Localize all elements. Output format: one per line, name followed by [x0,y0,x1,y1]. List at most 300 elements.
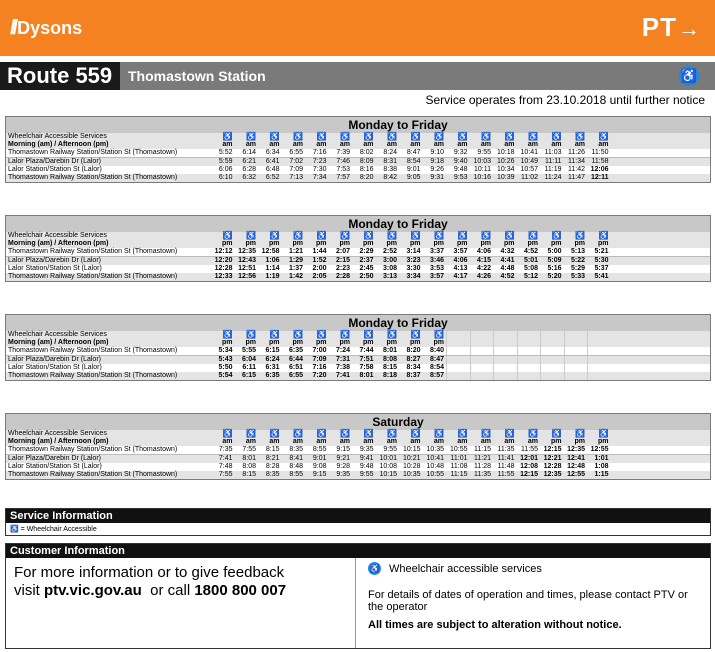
wheelchair-icon: ♿ [504,429,515,438]
time-cell: 5:20 [547,273,562,280]
ampm-cell: pm [410,240,421,247]
time-cell: 7:30 [312,166,327,173]
empty-cell [493,364,517,372]
ampm-cell: am [480,438,491,445]
ampm-cell: am [245,438,256,445]
time-cell: 4:52 [500,273,515,280]
time-cell: 6:15 [241,372,256,379]
time-cell: 3:34 [406,273,421,280]
empty-cell [493,356,517,364]
operation-details: For details of dates of operation and times, please contact PTV or the operator [368,589,688,613]
time-cell: 3:00 [382,257,397,264]
time-cell: 7:44 [359,347,374,354]
time-cell: 12:43 [238,257,256,264]
customer-information [5,543,711,649]
time-cell: 9:48 [359,463,374,470]
time-cell: 10:18 [496,149,515,156]
time-cell: 8:24 [383,149,397,156]
wheelchair-icon: ♿ [598,132,609,141]
time-cell: 5:00 [547,248,562,255]
ampm-cell: pm [363,339,374,346]
feedback-line: For more information or to give feedback [14,564,285,581]
empty-cell [446,331,470,339]
time-cell: 5:33 [570,273,585,280]
time-cell: 8:31 [383,158,397,165]
ampm-cell: am [527,438,538,445]
wheelchair-icon: ♿ [293,330,303,339]
time-cell: 5:50 [218,364,233,371]
empty-cell [470,372,494,380]
time-cell: 6:24 [265,356,280,363]
time-cell: 7:00 [312,347,327,354]
empty-cell [493,331,517,339]
time-cell: 4:48 [500,265,515,272]
empty-cell [517,339,541,347]
wheelchair-icon: ♿ [269,231,280,240]
time-cell: 11:24 [544,174,562,181]
time-cell: 8:47 [406,149,421,156]
wheelchair-icon: ♿ [246,330,256,339]
wheelchair-icon: ♿ [293,231,303,240]
ampm-cell: am [339,438,350,445]
time-cell: 3:46 [429,257,444,264]
time-cell: 3:53 [429,265,444,272]
time-cell: 10:21 [402,455,421,462]
time-cell: 8:41 [289,455,303,462]
time-cell: 7:55 [242,446,256,453]
time-cell: 11:35 [497,446,515,453]
time-cell: 11:15 [450,471,468,478]
time-cell: 7:20 [312,372,327,379]
time-cell: 2:15 [335,257,350,264]
wheelchair-icon: ♿ [410,429,421,438]
time-cell: 8:16 [359,166,374,173]
empty-cell [587,356,611,364]
time-cell: 6:06 [218,166,233,173]
time-cell: 7:24 [335,347,350,354]
ampm-cell: am [527,141,538,148]
ampm-cell: am [363,438,374,445]
wheelchair-icon: ♿ [387,231,397,240]
time-cell: 3:23 [406,257,421,264]
time-cell: 2:07 [335,248,350,255]
time-cell: 1:29 [288,257,303,264]
empty-cell [587,372,611,380]
time-cell: 12:33 [214,273,233,280]
time-cell: 6:51 [288,364,303,371]
row-label: Thomastown Railway Station/Station St (Thomastown) [8,149,178,156]
ampm-cell: am [504,438,515,445]
ampm-cell: am [316,438,327,445]
time-cell: 8:15 [265,446,280,453]
time-cell: 6:35 [288,347,303,354]
time-cell: 8:09 [359,158,374,165]
time-cell: 7:23 [312,158,327,165]
time-cell: 8:08 [242,463,256,470]
time-cell: 12:55 [567,471,585,478]
service-information [5,508,711,536]
time-cell: 9:35 [336,471,350,478]
ampm-cell: am [316,141,327,148]
wheelchair-row [6,331,710,339]
wheelchair-icon: ♿ [481,231,491,240]
wheelchair-icon: ♿ [340,429,350,438]
time-cell: 8:57 [429,372,444,379]
row-label: Morning (am) / Afternoon (pm) [8,141,109,148]
stop-row [6,372,710,380]
ampm-cell: pm [292,240,303,247]
empty-cell [540,339,564,347]
stop-row [6,166,710,174]
wheelchair-icon: ♿ [598,231,609,240]
ampm-cell: am [269,438,280,445]
time-cell: 8:15 [382,364,397,371]
time-cell: 9:08 [312,463,327,470]
empty-cell [564,347,588,355]
time-cell: 3:57 [453,248,468,255]
ampm-cell: am [457,438,468,445]
ampm-cell: am [551,141,562,148]
route-bar [0,62,715,90]
time-cell: 11:08 [450,463,468,470]
service-information-legend: ♿ = Wheelchair Accessible [10,526,97,533]
wheelchair-icon: ♿ [457,132,468,141]
time-cell: 10:48 [426,463,444,470]
time-cell: 6:35 [265,372,280,379]
empty-cell [540,331,564,339]
time-cell: 7:16 [312,364,327,371]
wheelchair-icon: ♿ [410,132,421,141]
time-cell: 6:15 [265,347,280,354]
row-label: Thomastown Railway Station/Station St (Thomastown) [8,471,178,478]
ampm-row [6,141,710,149]
time-cell: 11:02 [521,174,538,181]
time-cell: 9:26 [430,166,444,173]
time-cell: 6:55 [288,372,303,379]
time-cell: 4:26 [476,273,491,280]
time-cell: 5:34 [218,347,233,354]
row-label: Lalor Station/Station St (Lalor) [8,463,102,470]
ptv-arrow-icon: → [678,16,701,41]
time-cell: 7:09 [312,356,327,363]
time-cell: 12:08 [520,463,538,470]
time-cell: 12:35 [238,248,256,255]
time-cell: 8:15 [242,471,256,478]
time-cell: 8:54 [429,364,444,371]
wheelchair-icon: ♿ [363,429,374,438]
time-cell: 8:01 [382,347,397,354]
empty-cell [493,339,517,347]
ampm-cell: pm [269,240,280,247]
time-cell: 9:32 [453,149,468,156]
ampm-cell: am [222,438,233,445]
call-text: or call [141,582,195,599]
time-cell: 3:14 [406,248,421,255]
time-cell: 2:28 [335,273,350,280]
time-cell: 8:20 [406,347,421,354]
ampm-cell: am [504,141,515,148]
wheelchair-icon: ♿ [679,66,699,86]
row-label: Morning (am) / Afternoon (pm) [8,438,109,445]
ampm-cell: am [292,438,303,445]
ampm-cell: am [245,141,256,148]
empty-cell [564,339,588,347]
wheelchair-icon: ♿ [551,231,562,240]
ampm-cell: pm [574,438,585,445]
service-notice: Service operates from 23.10.2018 until further notice [425,93,705,107]
ampm-cell: am [339,141,350,148]
wheelchair-icon: ♿ [457,231,468,240]
empty-cell [446,356,470,364]
time-cell: 12:15 [520,471,538,478]
empty-cell [446,347,470,355]
empty-cell [517,331,541,339]
time-cell: 12:20 [214,257,233,264]
time-cell: 11:21 [474,455,491,462]
time-cell: 6:34 [265,149,280,156]
stop-row [6,265,710,273]
stop-row [6,149,710,157]
time-cell: 7:16 [312,149,327,156]
wheelchair-icon: ♿ [222,132,233,141]
time-cell: 10:55 [426,471,444,478]
row-label: Thomastown Railway Station/Station St (Thomastown) [8,446,178,453]
time-cell: 11:58 [591,158,609,165]
time-cell: 1:21 [288,248,303,255]
time-cell: 12:41 [567,455,585,462]
website-link[interactable]: ptv.vic.gov.au [44,582,142,599]
row-label: Thomastown Railway Station/Station St (Thomastown) [8,372,178,379]
wheelchair-icon: ♿ [269,132,280,141]
time-cell: 6:10 [218,174,233,181]
time-cell: 12:15 [543,446,562,453]
ampm-cell: pm [316,339,327,346]
wheelchair-icon: ♿ [434,429,444,438]
ampm-cell: am [410,438,421,445]
time-cell: 7:34 [312,174,327,181]
time-cell: 10:08 [379,463,397,470]
time-cell: 8:40 [429,347,444,354]
empty-cell [493,372,517,380]
time-cell: 4:06 [453,257,468,264]
empty-cell [540,372,564,380]
ampm-cell: am [222,141,233,148]
time-cell: 8:55 [289,471,303,478]
time-cell: 3:57 [429,273,444,280]
wheelchair-icon: ♿ [410,330,421,339]
time-cell: 1:08 [594,463,609,470]
empty-cell [517,347,541,355]
wheelchair-icon: ♿ [246,132,256,141]
time-cell: 6:31 [265,364,280,371]
row-label: Lalor Plaza/Darebin Dr (Lalor) [8,257,101,264]
stop-row [6,446,710,454]
time-cell: 7:57 [336,174,350,181]
time-cell: 11:41 [497,455,515,462]
time-cell: 8:38 [383,166,397,173]
time-cell: 7:55 [218,471,233,478]
time-cell: 9:55 [383,446,397,453]
row-label: Thomastown Railway Station/Station St (Thomastown) [8,248,178,255]
time-cell: 6:55 [289,149,303,156]
time-cell: 6:21 [242,158,256,165]
ampm-cell: pm [598,438,609,445]
time-cell: 1:52 [312,257,327,264]
time-cell: 11:55 [521,446,538,453]
time-cell: 12:55 [590,446,609,453]
ampm-cell: pm [339,240,350,247]
time-cell: 5:55 [241,347,256,354]
time-cell: 6:11 [242,364,256,371]
time-cell: 11:28 [474,463,491,470]
time-cell: 6:52 [265,174,280,181]
time-cell: 9:48 [453,166,468,173]
time-cell: 10:11 [474,166,491,173]
time-cell: 8:42 [383,174,397,181]
ampm-cell: pm [386,339,397,346]
ampm-cell: pm [527,240,538,247]
empty-cell [470,364,494,372]
wheelchair-row [6,133,710,141]
ampm-cell: pm [551,438,562,445]
ampm-cell: am [433,438,444,445]
empty-cell [587,339,611,347]
time-cell: 8:02 [359,149,374,156]
row-label: Wheelchair Accessible Services [8,430,107,437]
ampm-cell: am [269,141,280,148]
time-cell: 10:35 [402,471,421,478]
time-cell: 3:30 [406,265,421,272]
ampm-cell: pm [363,240,374,247]
time-cell: 2:45 [359,265,374,272]
wheelchair-note-text: Wheelchair accessible services [389,562,542,575]
ampm-cell: pm [574,240,585,247]
time-cell: 7:31 [335,356,350,363]
time-cell: 10:15 [379,471,397,478]
time-cell: 9:31 [430,174,444,181]
ampm-row [6,240,710,248]
wheelchair-icon: ♿ [457,429,468,438]
time-cell: 11:03 [544,149,562,156]
block-title [6,315,710,331]
time-cell: 6:14 [242,149,256,156]
wheelchair-icon: ♿ [293,429,303,438]
time-cell: 6:04 [241,356,256,363]
ptv-logo [642,12,701,43]
wheelchair-icon: ♿ [363,231,374,240]
time-cell: 2:37 [359,257,374,264]
wheelchair-icon: ♿ [481,429,491,438]
empty-cell [564,331,588,339]
row-label: Lalor Station/Station St (Lalor) [8,166,102,173]
time-cell: 8:47 [429,356,444,363]
route-destination: Thomastown Station [128,68,266,84]
wheelchair-icon: ♿ [316,231,327,240]
service-information-title: Service Information [6,509,710,523]
time-cell: 9:28 [336,463,350,470]
stop-row [6,256,710,265]
block-title-text: Saturday [372,415,424,429]
time-cell: 8:27 [406,356,421,363]
ampm-cell: pm [433,240,444,247]
time-cell: 8:54 [406,158,421,165]
row-label: Morning (am) / Afternoon (pm) [8,240,109,247]
time-cell: 10:15 [402,446,421,453]
time-cell: 12:12 [214,248,233,255]
time-cell: 7:41 [218,455,233,462]
ampm-cell: am [386,438,397,445]
row-label: Lalor Station/Station St (Lalor) [8,364,102,371]
wheelchair-note [368,562,704,575]
time-cell: 11:47 [568,174,585,181]
time-cell: 4:41 [500,257,515,264]
time-cell: 1:37 [288,265,303,272]
phone-number[interactable]: 1800 800 007 [194,582,287,599]
time-cell: 6:48 [265,166,280,173]
ampm-cell: pm [339,339,350,346]
time-cell: 6:32 [242,174,256,181]
time-cell: 9:53 [453,174,468,181]
empty-cell [587,347,611,355]
empty-cell [470,356,494,364]
time-cell: 9:10 [430,149,444,156]
time-cell: 3:13 [382,273,397,280]
row-label: Wheelchair Accessible Services [8,331,107,338]
time-cell: 5:09 [547,257,562,264]
time-cell: 8:01 [359,372,374,379]
ampm-cell: pm [504,240,515,247]
wheelchair-icon: ♿ [222,429,233,438]
contact-line [14,582,347,599]
time-cell: 1:15 [594,471,609,478]
time-cell: 9:35 [359,446,374,453]
time-cell: 5:52 [218,149,233,156]
time-cell: 2:00 [312,265,327,272]
ampm-cell: am [363,141,374,148]
operator-logo [10,17,82,40]
row-label: Thomastown Railway Station/Station St (Thomastown) [8,273,178,280]
empty-cell [517,356,541,364]
wheelchair-icon: ♿ [575,132,585,141]
time-cell: 11:42 [568,166,585,173]
time-cell: 11:50 [591,149,609,156]
ampm-cell: pm [245,240,256,247]
wheelchair-icon: ♿ [293,132,303,141]
ptv-logo-text: PT [641,12,677,42]
wheelchair-icon: ♿ [363,330,374,339]
time-cell: 10:34 [496,166,515,173]
time-cell: 8:20 [359,174,374,181]
time-cell: 5:59 [218,158,233,165]
wheelchair-icon: ♿ [246,231,256,240]
time-cell: 9:41 [359,455,374,462]
time-cell: 12:56 [238,273,256,280]
time-cell: 5:21 [594,248,609,255]
time-cell: 9:15 [312,471,327,478]
row-label: Lalor Plaza/Darebin Dr (Lalor) [8,455,101,462]
block-title [6,117,710,133]
time-cell: 3:08 [382,265,397,272]
time-cell: 4:13 [453,265,468,272]
wheelchair-icon: ♿ [340,231,350,240]
ampm-cell: am [480,141,491,148]
time-cell: 10:35 [426,446,444,453]
dysons-swoosh-icon: // [10,17,16,39]
stop-row [6,174,710,182]
time-cell: 7:39 [336,149,350,156]
time-cell: 8:18 [382,372,397,379]
time-cell: 7:51 [359,356,374,363]
